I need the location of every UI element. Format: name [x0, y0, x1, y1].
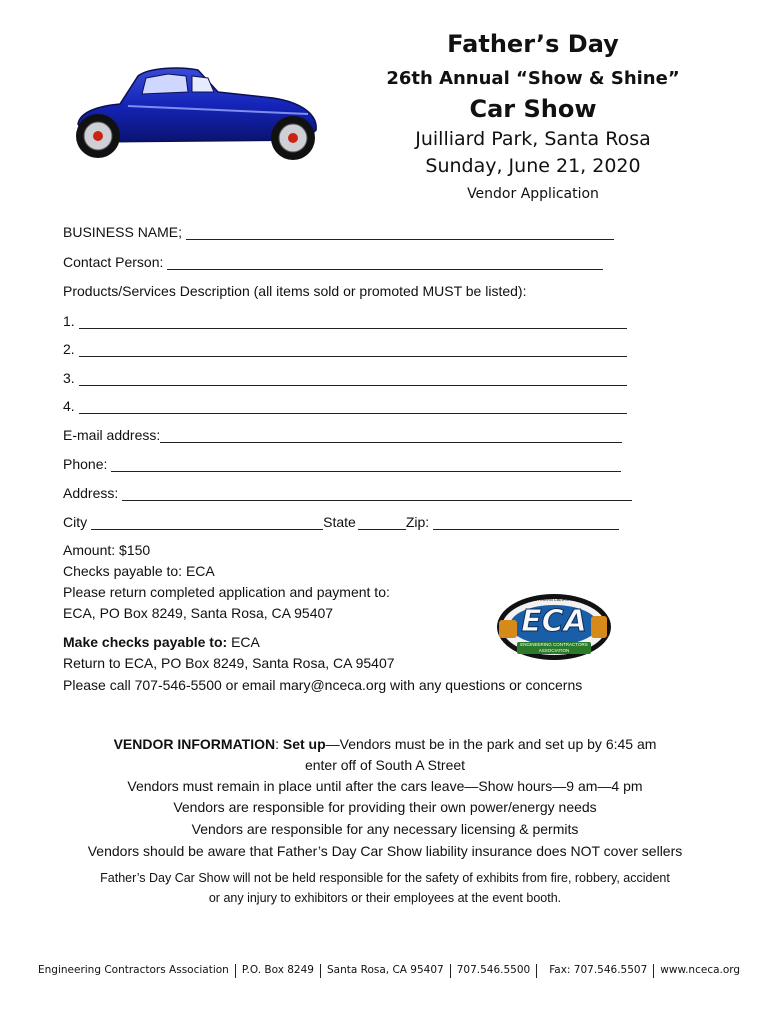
business-name-field[interactable]: [186, 225, 614, 240]
event-title: Father’s Day: [447, 30, 619, 58]
contact-info: Please call 707-546-5500 or email mary@nceca.org with any questions or concerns: [63, 677, 583, 693]
zip-field[interactable]: [433, 515, 619, 530]
vendor-info-line3: Vendors must remain in place until after the cars leave—Show hours—9 am—4 pm: [127, 778, 643, 794]
item-row-4: [63, 396, 627, 414]
item-row-1: [63, 311, 627, 329]
city-state-zip-row: [63, 512, 619, 530]
footer-fax: Fax: 707.546.5507: [549, 964, 648, 976]
contact-person-field[interactable]: [167, 255, 603, 270]
footer-web[interactable]: www.nceca.org: [660, 964, 741, 976]
item-number: 4.: [63, 398, 75, 414]
vendor-info-line1: VENDOR INFORMATION: Set up—Vendors must be in the park and set up by 6:45 am: [113, 736, 657, 752]
vendor-info-line6: Vendors should be aware that Father’s Day Car Show liability insurance does NOT cover sellers: [87, 843, 683, 859]
item-number: 1.: [63, 313, 75, 329]
contact-person-row: [63, 252, 603, 270]
amount: Amount: $150: [63, 542, 151, 558]
phone-field[interactable]: [111, 457, 621, 472]
item-row-2: [63, 339, 627, 357]
footer-divider: [235, 964, 236, 978]
setup-text: —Vendors must be in the park and set up by 6:45 am: [325, 736, 657, 752]
make-checks-line: [63, 632, 260, 653]
footer-divider: [320, 964, 321, 978]
contact-person-label: Contact Person:: [63, 254, 164, 270]
city-field[interactable]: [91, 515, 323, 530]
address-field[interactable]: [122, 486, 632, 501]
footer-org: Engineering Contractors Association: [38, 964, 229, 976]
footer-city: Santa Rosa, CA 95407: [326, 964, 444, 976]
footer: [38, 964, 741, 978]
item-field-1[interactable]: [79, 314, 627, 329]
phone-row: [63, 454, 621, 472]
event-name: Car Show: [469, 95, 597, 123]
state-field[interactable]: [358, 515, 406, 530]
business-name-row: [63, 222, 614, 240]
products-desc-label: Products/Services Description (all items sold or promoted MUST be listed):: [63, 283, 527, 299]
item-number: 2.: [63, 341, 75, 357]
state-label: State: [323, 514, 356, 530]
item-field-3[interactable]: [79, 371, 627, 386]
return-to: Return to ECA, PO Box 8249, Santa Rosa, CA 95407: [63, 655, 395, 671]
event-date: Sunday, June 21, 2020: [425, 155, 641, 177]
eca-logo-text: ECA: [521, 604, 587, 639]
products-desc-row: [63, 281, 526, 299]
zip-label: Zip:: [405, 514, 430, 530]
address-label: Address:: [63, 485, 119, 501]
eca-logo-bottom-text: ENGINEERING CONTRACTORS ASSOCIATION: [517, 642, 591, 654]
make-checks-value: ECA: [227, 634, 260, 650]
footer-divider: [450, 964, 451, 978]
email-label: E-mail address:: [63, 427, 161, 443]
disclaimer-line2: or any injury to exhibitors or their employees at the event booth.: [208, 891, 562, 905]
vendor-info-label: VENDOR INFORMATION: [113, 736, 276, 752]
vendor-info-line2: enter off of South A Street: [304, 757, 466, 773]
form-name: Vendor Application: [467, 186, 599, 202]
item-field-2[interactable]: [79, 342, 627, 357]
eca-logo: [495, 592, 613, 662]
email-row: [63, 425, 622, 443]
item-row-3: [63, 368, 627, 386]
city-label: City: [63, 514, 88, 530]
checks-payable: Checks payable to: ECA: [63, 563, 215, 579]
item-field-4[interactable]: [79, 399, 627, 414]
make-checks-label: Make checks payable to:: [63, 634, 228, 650]
eca-logo-top-text: NORTHERN CALIFORNIA: [530, 597, 578, 602]
footer-phone: 707.546.5500: [456, 964, 531, 976]
return-address: ECA, PO Box 8249, Santa Rosa, CA 95407: [63, 605, 334, 621]
footer-po: P.O. Box 8249: [241, 964, 314, 976]
hot-rod-car-illustration: [68, 62, 324, 166]
event-location: Juilliard Park, Santa Rosa: [415, 128, 651, 150]
vendor-info-line4: Vendors are responsible for providing their own power/energy needs: [173, 799, 597, 815]
setup-label: Set up: [282, 736, 326, 752]
email-field[interactable]: [160, 428, 622, 443]
footer-divider: [536, 964, 537, 978]
return-note: Please return completed application and payment to:: [63, 584, 390, 600]
business-name-label: BUSINESS NAME;: [63, 224, 183, 240]
address-row: [63, 483, 632, 501]
vendor-info-line5: Vendors are responsible for any necessary licensing & permits: [191, 821, 579, 837]
disclaimer-line1: Father’s Day Car Show will not be held responsible for the safety of exhibits from fire, robbery, accident: [100, 871, 670, 885]
event-subtitle: 26th Annual “Show & Shine”: [386, 68, 680, 89]
item-number: 3.: [63, 370, 75, 386]
footer-divider: [653, 964, 654, 978]
phone-label: Phone:: [63, 456, 108, 472]
